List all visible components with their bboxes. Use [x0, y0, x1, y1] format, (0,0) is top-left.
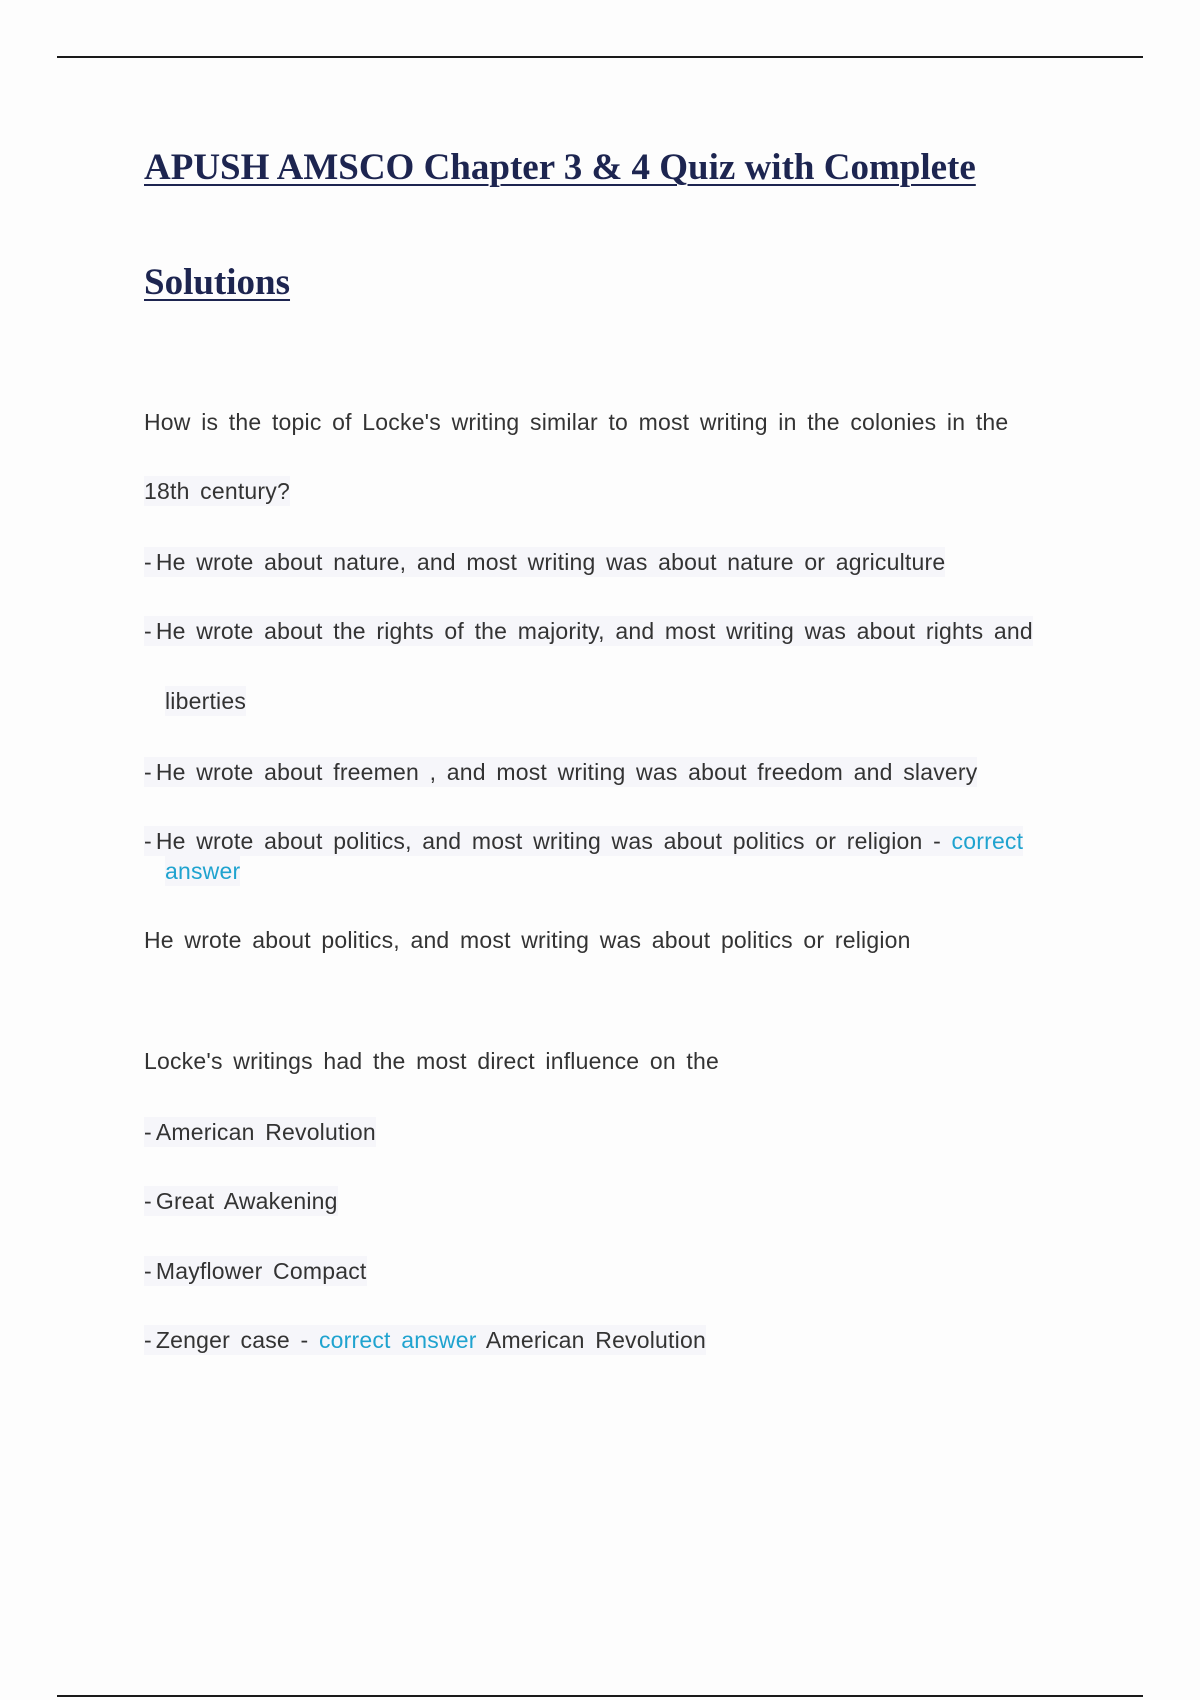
bullet-dash: -: [144, 549, 152, 575]
bullet-dash: -: [144, 618, 152, 644]
bullet-dash: -: [144, 828, 152, 854]
header-rule: [57, 56, 1143, 58]
bullet-dash: -: [144, 1258, 152, 1284]
bullet-dash: -: [144, 1188, 152, 1214]
option-text: He wrote about freemen , and most writing was about freedom and slavery: [155, 759, 978, 785]
document-title-line-1: APUSH AMSCO Chapter 3 & 4 Quiz with Complete: [144, 147, 976, 188]
question-2-text: Locke's writings had the most direct influence on the: [144, 1048, 720, 1074]
question-1-text-line-2: 18th century?: [144, 478, 290, 504]
question-1-option-2: [144, 616, 1033, 646]
option-text: Great Awakening: [155, 1188, 338, 1214]
bullet-dash: -: [144, 1119, 152, 1145]
bullet-dash: -: [144, 759, 152, 785]
option-text: Zenger case -: [155, 1327, 309, 1353]
question-2-option-3: [144, 1256, 367, 1286]
option-text: American Revolution: [155, 1119, 376, 1145]
question-1-option-3: [144, 757, 977, 787]
correct-answer-label-continued: answer: [165, 858, 241, 884]
question-1-option-4: [144, 826, 1023, 856]
question-1-option-2-continued: liberties: [165, 688, 247, 714]
correct-answer-label: correct: [951, 828, 1024, 854]
question-2-option-4: [144, 1325, 706, 1355]
correct-answer-label: correct answer: [318, 1327, 477, 1353]
option-text: He wrote about nature, and most writing was about nature or agriculture: [155, 549, 946, 575]
question-1-answer: He wrote about politics, and most writing was about politics or religion: [144, 927, 911, 953]
question-2-option-2: [144, 1186, 338, 1216]
bullet-dash: -: [144, 1327, 152, 1353]
question-1-text-line-1: How is the topic of Locke's writing similar to most writing in the colonies in the: [144, 409, 1009, 435]
option-text: Mayflower Compact: [155, 1258, 367, 1284]
question-2-option-1: [144, 1117, 376, 1147]
option-text: He wrote about politics, and most writing was about politics or religion -: [155, 828, 941, 854]
question-1-option-1: [144, 547, 945, 577]
footer-rule: [57, 1695, 1143, 1697]
document-title-line-2: Solutions: [144, 262, 291, 303]
question-2-answer: American Revolution: [485, 1327, 706, 1353]
option-text: He wrote about the rights of the majority, and most writing was about rights and: [155, 618, 1033, 644]
